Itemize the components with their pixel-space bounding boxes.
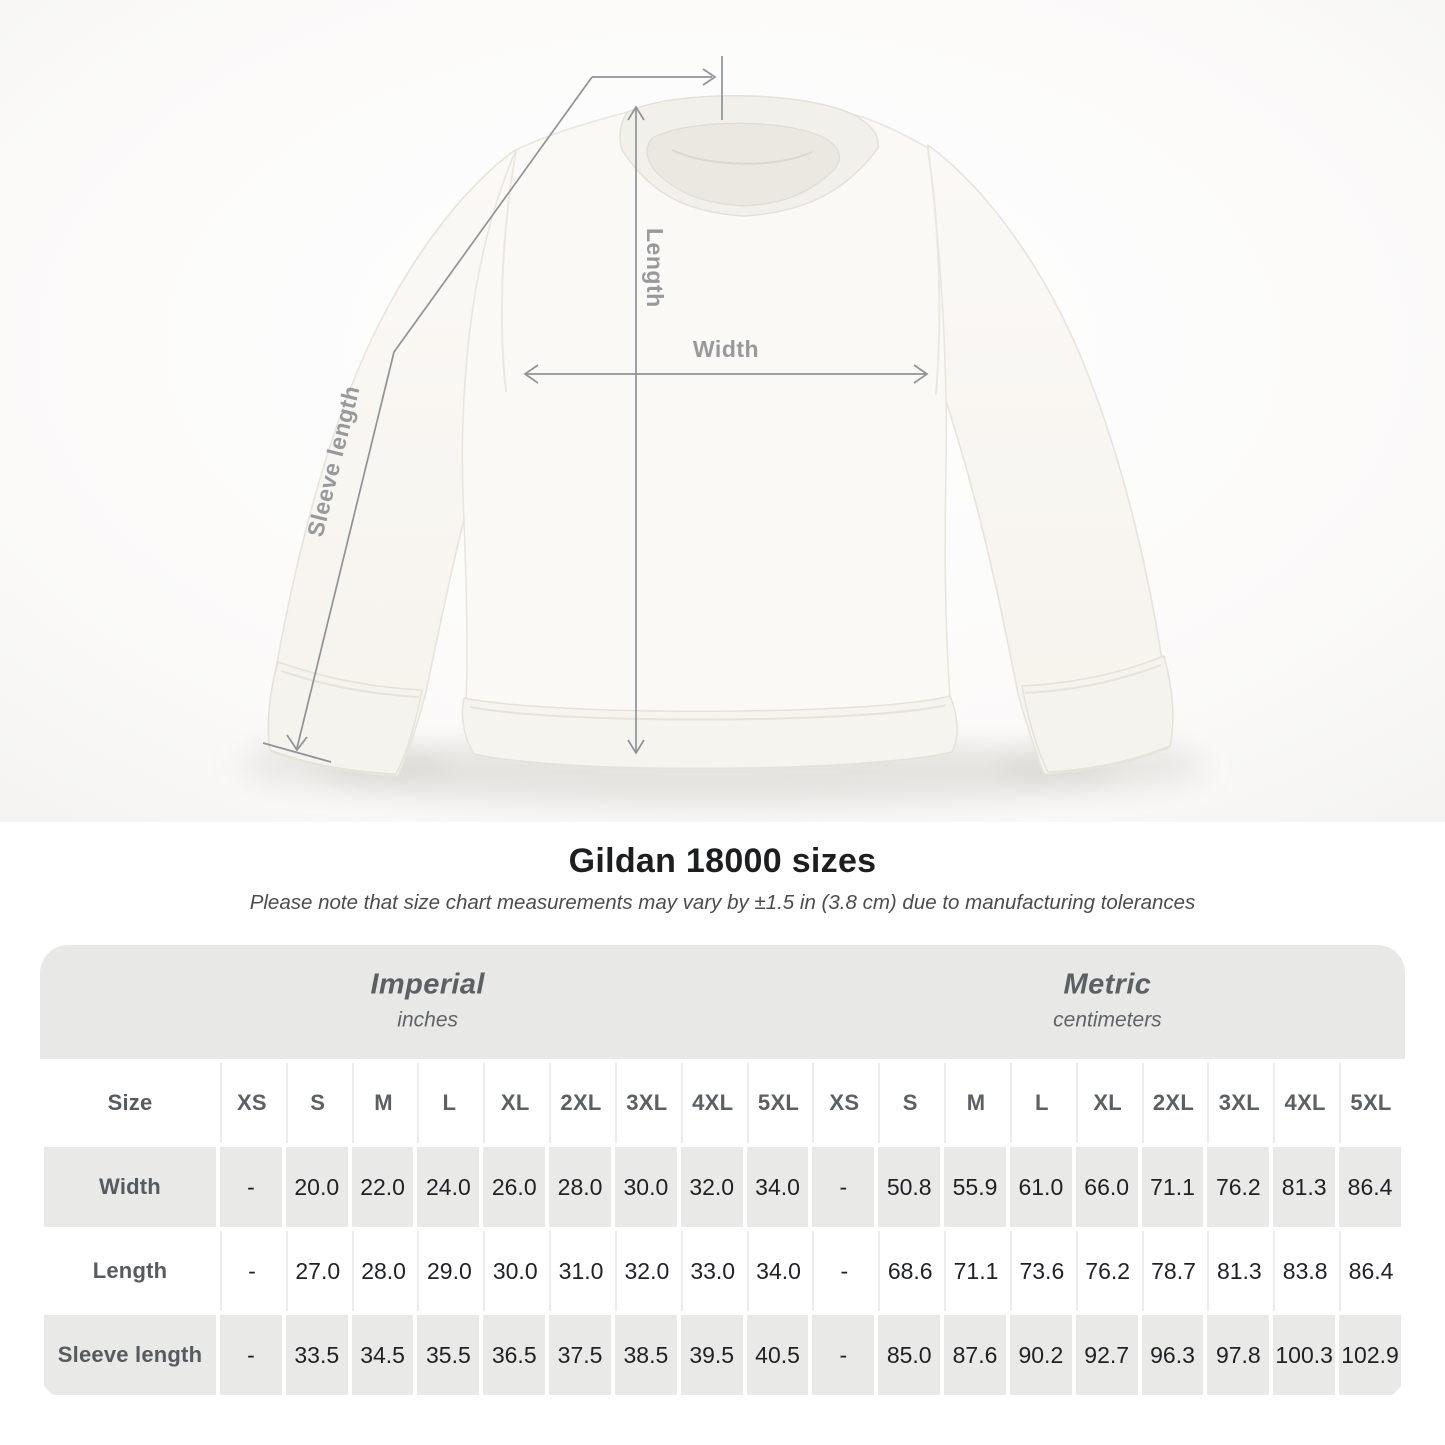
cell: 96.3: [1142, 1315, 1204, 1395]
size-header-imperial-3xl: 3XL: [615, 1063, 677, 1143]
cell: 34.0: [747, 1147, 809, 1227]
size-header-metric-xl: XL: [1076, 1063, 1138, 1143]
cell: 39.5: [681, 1315, 743, 1395]
page-title: Gildan 18000 sizes: [568, 842, 877, 880]
size-header-imperial-l: L: [417, 1063, 479, 1143]
cell: 32.0: [681, 1147, 743, 1227]
row-label-width: Width: [44, 1147, 216, 1227]
row-label-sleeve-length: Sleeve length: [44, 1315, 216, 1395]
cell: 35.5: [417, 1315, 479, 1395]
units-header-band: [40, 945, 1405, 1059]
size-header-imperial-m: M: [352, 1063, 414, 1143]
length-row: [44, 1231, 1401, 1311]
cell: 37.5: [549, 1315, 611, 1395]
cell: 85.0: [878, 1315, 940, 1395]
cell: 81.3: [1273, 1147, 1335, 1227]
size-chart-table: [40, 1059, 1405, 1399]
cell: 36.5: [483, 1315, 545, 1395]
cell: 76.2: [1207, 1147, 1269, 1227]
cell: 50.8: [878, 1147, 940, 1227]
size-header-metric-4xl: 4XL: [1273, 1063, 1335, 1143]
sleeve-length-label: Sleeve length: [301, 382, 365, 540]
size-header-imperial-5xl: 5XL: [747, 1063, 809, 1143]
cell: 29.0: [417, 1231, 479, 1311]
metric-label: Metric: [1063, 968, 1152, 1001]
cell: -: [812, 1315, 874, 1395]
cell: 73.6: [1010, 1231, 1072, 1311]
cell: 38.5: [615, 1315, 677, 1395]
width-row: [44, 1147, 1401, 1227]
size-header-imperial-s: S: [286, 1063, 348, 1143]
cell: 81.3: [1207, 1231, 1269, 1311]
metric-unit: centimeters: [1053, 1008, 1162, 1032]
cell: 20.0: [286, 1147, 348, 1227]
cell: -: [812, 1231, 874, 1311]
cell: 68.6: [878, 1231, 940, 1311]
cell: 100.3: [1273, 1315, 1335, 1395]
size-header-row: [44, 1063, 1401, 1143]
cell: -: [220, 1315, 282, 1395]
cell: 78.7: [1142, 1231, 1204, 1311]
imperial-group-header: [370, 969, 484, 1033]
width-label: Width: [692, 336, 760, 362]
cell: 86.4: [1339, 1231, 1401, 1311]
cell: 31.0: [549, 1231, 611, 1311]
size-header-imperial-4xl: 4XL: [681, 1063, 743, 1143]
cell: 22.0: [352, 1147, 414, 1227]
size-column-title: Size: [44, 1063, 216, 1143]
metric-group-header: [1053, 969, 1162, 1033]
row-label-length: Length: [44, 1231, 216, 1311]
cell: 87.6: [944, 1315, 1006, 1395]
cell: 97.8: [1207, 1315, 1269, 1395]
tolerance-note: Please note that size chart measurements may vary by ±1.5 in (3.8 cm) due to manufacturing tolerances: [249, 891, 1196, 914]
cell: 32.0: [615, 1231, 677, 1311]
cell: 30.0: [615, 1147, 677, 1227]
size-header-metric-3xl: 3XL: [1207, 1063, 1269, 1143]
cell: 30.0: [483, 1231, 545, 1311]
cell: 61.0: [1010, 1147, 1072, 1227]
cell: 33.5: [286, 1315, 348, 1395]
sleeve-length-row: [44, 1315, 1401, 1395]
size-header-metric-5xl: 5XL: [1339, 1063, 1401, 1143]
size-header-metric-m: M: [944, 1063, 1006, 1143]
size-header-metric-xs: XS: [812, 1063, 874, 1143]
cell: 102.9: [1339, 1315, 1401, 1395]
size-header-metric-l: L: [1010, 1063, 1072, 1143]
cell: 66.0: [1076, 1147, 1138, 1227]
cell: 55.9: [944, 1147, 1006, 1227]
imperial-label: Imperial: [370, 968, 485, 1001]
cell: 26.0: [483, 1147, 545, 1227]
cell: 71.1: [944, 1231, 1006, 1311]
size-header-metric-2xl: 2XL: [1142, 1063, 1204, 1143]
size-header-imperial-2xl: 2XL: [549, 1063, 611, 1143]
cell: 71.1: [1142, 1147, 1204, 1227]
cell: 34.5: [352, 1315, 414, 1395]
size-header-imperial-xs: XS: [220, 1063, 282, 1143]
cell: -: [812, 1147, 874, 1227]
size-header-imperial-xl: XL: [483, 1063, 545, 1143]
cell: 86.4: [1339, 1147, 1401, 1227]
cell: 28.0: [352, 1231, 414, 1311]
cell: 92.7: [1076, 1315, 1138, 1395]
cell: -: [220, 1231, 282, 1311]
cell: 90.2: [1010, 1315, 1072, 1395]
length-label: Length: [642, 228, 668, 308]
size-table: [40, 945, 1405, 1399]
cell: 24.0: [417, 1147, 479, 1227]
cell: 83.8: [1273, 1231, 1335, 1311]
cell: 40.5: [747, 1315, 809, 1395]
imperial-unit: inches: [397, 1008, 459, 1032]
cell: 28.0: [549, 1147, 611, 1227]
cell: 34.0: [747, 1231, 809, 1311]
cell: -: [220, 1147, 282, 1227]
size-header-metric-s: S: [878, 1063, 940, 1143]
cell: 76.2: [1076, 1231, 1138, 1311]
cell: 33.0: [681, 1231, 743, 1311]
cell: 27.0: [286, 1231, 348, 1311]
